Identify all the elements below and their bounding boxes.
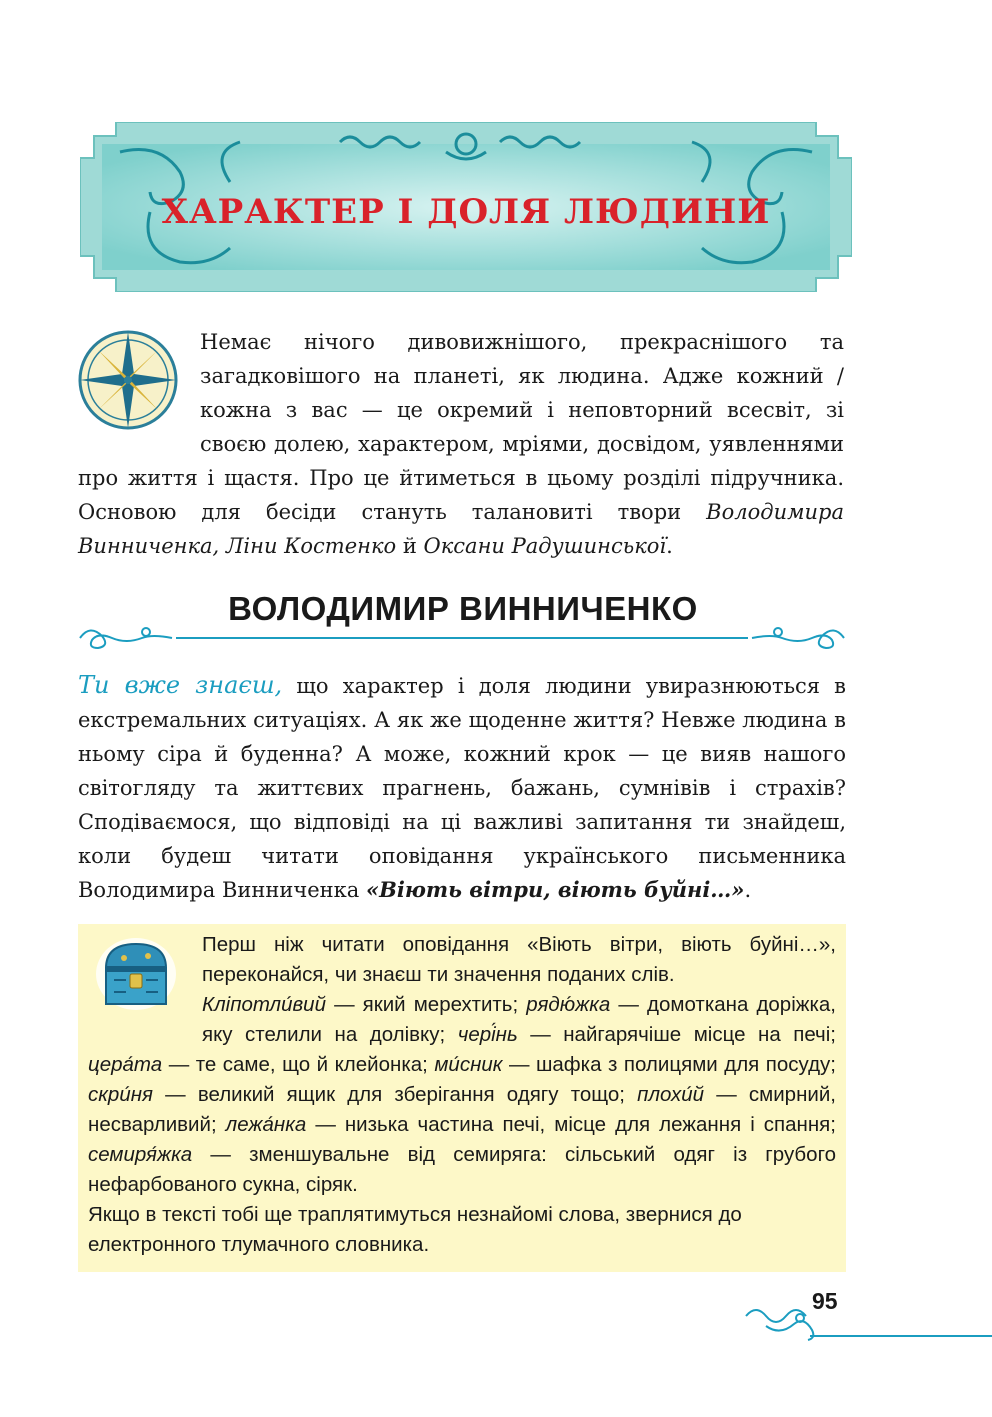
chapter-title: ХАРАКТЕР І ДОЛЯ ЛЮДИНИ: [161, 192, 771, 232]
footer-ornament: [740, 1296, 992, 1344]
vocab-word: семиря́жка: [88, 1143, 193, 1166]
vocab-definition: — те саме, що й клейонка;: [162, 1053, 435, 1076]
vocab-definition: — шафка з полицями для посуду;: [502, 1053, 836, 1076]
vocab-definition: — зменшувальне від семиряга: сільський одяг із грубого нефарбованого сукна, сіряк.: [88, 1143, 836, 1196]
vocab-intro: Перш ніж читати оповідання «Віють вітри, віють буйні…», переконайся, чи знаєш ти значення поданих слів.: [202, 933, 836, 986]
vocab-word: ми́сник: [434, 1053, 503, 1076]
vocab-outro: Якщо в тексті тобі ще траплятимуться незнайомі слова, звернися до електронного тлумачного словника.: [88, 1203, 742, 1256]
vocab-definition: — найгарячіше місце на печі;: [517, 1023, 836, 1046]
vocab-definition: — який мерехтить;: [325, 993, 527, 1016]
vocab-word: лежа́нка: [225, 1113, 307, 1136]
vocab-definition: — великий ящик для зберігання одягу тощо;: [152, 1083, 638, 1106]
page-number: 95: [812, 1288, 838, 1314]
intro-text: Немає нічого дивовижнішого, прекраснішого та загадковішого на планеті, як людина. Адже кожний / кожна з вас — це окремий і неповторний всесвіт, зі своєю долею, характером, мріями, досвідом, уявленнями про життя і щастя. Про це йтиметься в цьому розділі підручника. Основою для бесіди стануть талановиті твори: [78, 330, 844, 524]
vocab-word: рядю́жка: [526, 993, 611, 1016]
vocab-definition: — смирний, несварливий;: [88, 1083, 836, 1136]
vocab-definition: — низька частина печі, місце для лежання і спання;: [306, 1113, 836, 1136]
vocab-word: Кліпотли́вий: [202, 993, 326, 1016]
body-text: що характер і доля людини увиразнюються в екстремальних ситуаціях. А як же щоденне життя? Невже людина в ньому сіра й буденна? А може, кожний крок — це вияв нашого світогляду та життєвих прагнень, бажань, сумнівів і страхів? Сподіваємося, що відповіді на ці важливі запитання ти знайдеш, коли будеш читати оповідання українського письменника Володимира Винниченка: [78, 674, 847, 902]
vocab-word: плохи́й: [637, 1083, 705, 1106]
author-heading: ВОЛОДИМИР ВИННИЧЕНКО: [228, 590, 698, 627]
intro-end: .: [666, 534, 673, 558]
body-end: .: [744, 878, 752, 902]
vocab-word: скри́ня: [88, 1083, 153, 1106]
intro-authors-1: Володимира Винниченка, Ліни Костенко: [78, 500, 844, 558]
you-already-know-lead: Ти вже знаєш,: [78, 671, 283, 699]
vocabulary-text: [88, 930, 836, 1260]
chapter-banner: [80, 122, 852, 292]
vocab-word: чері́нь: [457, 1023, 518, 1046]
intro-authors-2: Оксани Радушинської: [423, 534, 667, 558]
intro-joiner: й: [396, 534, 424, 558]
intro-paragraph: [78, 325, 844, 563]
vocab-definition: — домоткана доріжка, яку стелили на долівку;: [202, 993, 836, 1046]
story-title: «Віють вітри, віють буйні…»: [366, 877, 745, 902]
body-paragraph: [78, 668, 846, 907]
vocab-word: цера́та: [88, 1053, 163, 1076]
heading-divider: [76, 620, 848, 656]
